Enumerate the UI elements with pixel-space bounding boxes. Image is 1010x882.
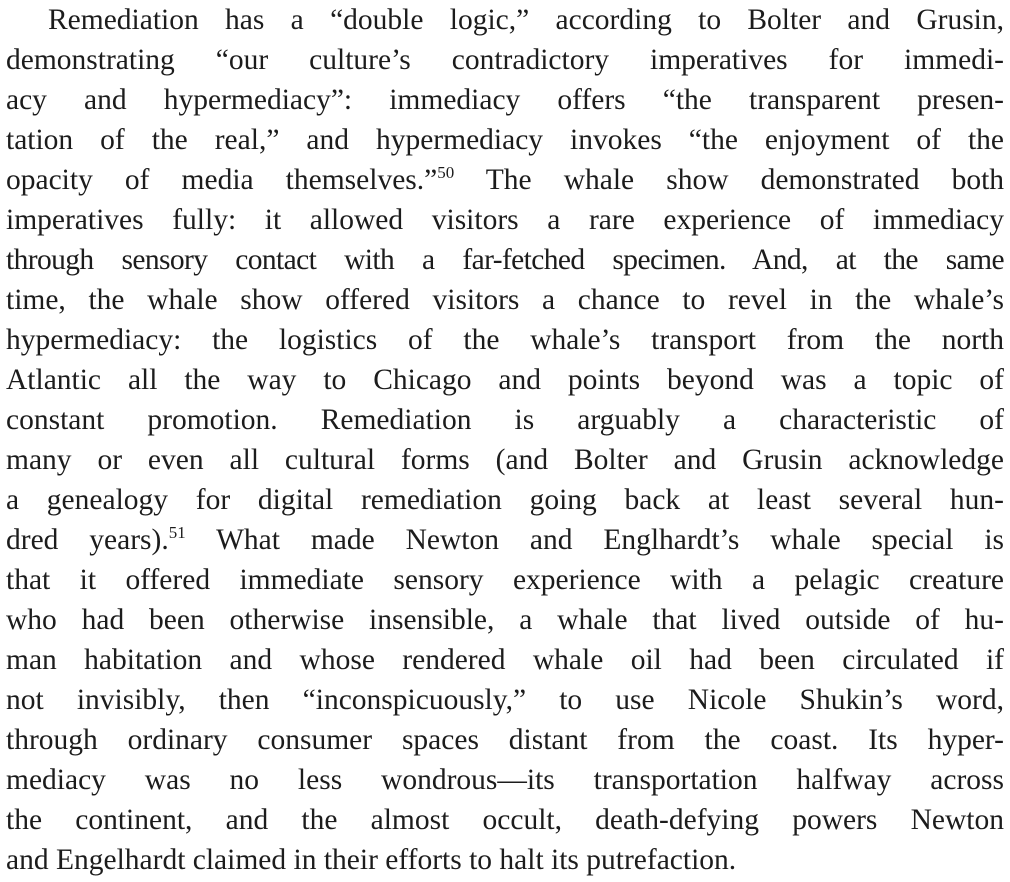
text-line — [6, 160, 1004, 200]
text-segment: opacity of media themselves.” — [6, 164, 438, 196]
text-line: the continent, and the almost occult, death-defying powers Newton — [6, 804, 1004, 836]
text-line: who had been otherwise insensible, a whale that lived outside of hu- — [6, 604, 1004, 636]
text-segment: dred years). — [6, 524, 169, 556]
text-line: hypermediacy: the logistics of the whale’s transport from the north — [6, 324, 1004, 356]
text-line: man habitation and whose rendered whale oil had been circulated if — [6, 644, 1004, 676]
text-line: mediacy was no less wondrous—its transportation halfway across — [6, 764, 1004, 796]
text-line: tation of the real,” and hypermediacy invokes “the enjoyment of the — [6, 124, 1004, 156]
footnote-marker-51[interactable]: 51 — [168, 523, 186, 542]
text-line: many or even all cultural forms (and Bolter and Grusin acknowledge — [6, 444, 1004, 476]
text-line: constant promotion. Remediation is arguably a characteristic of — [6, 404, 1004, 436]
text-segment: What made Newton and Englhardt’s whale special is — [185, 524, 1004, 556]
text-line: through ordinary consumer spaces distant from the coast. Its hyper- — [6, 724, 1004, 756]
text-line: Atlantic all the way to Chicago and points beyond was a topic of — [6, 364, 1004, 396]
text-line: a genealogy for digital remediation going back at least several hun- — [6, 484, 1004, 516]
text-line — [6, 520, 1004, 560]
text-line: not invisibly, then “inconspicuously,” to use Nicole Shukin’s word, — [6, 684, 1004, 716]
text-line: acy and hypermediacy”: immediacy offers “the transparent presen- — [6, 84, 1004, 116]
text-line: and Engelhardt claimed in their efforts to halt its putrefaction. — [6, 844, 737, 876]
text-segment: The whale show demonstrated both — [454, 164, 1005, 196]
text-line: through sensory contact with a far-fetched specimen. And, at the same — [6, 244, 1004, 276]
footnote-marker-50[interactable]: 50 — [437, 163, 455, 182]
text-line: imperatives fully: it allowed visitors a rare experience of immediacy — [6, 204, 1004, 236]
text-line: time, the whale show offered visitors a chance to revel in the whale’s — [6, 284, 1004, 316]
text-line: demonstrating “our culture’s contradictory imperatives for immedi- — [6, 44, 1004, 76]
text-line: that it offered immediate sensory experience with a pelagic creature — [6, 564, 1004, 596]
text-line: Remediation has a “double logic,” according to Bolter and Grusin, — [48, 4, 1004, 36]
